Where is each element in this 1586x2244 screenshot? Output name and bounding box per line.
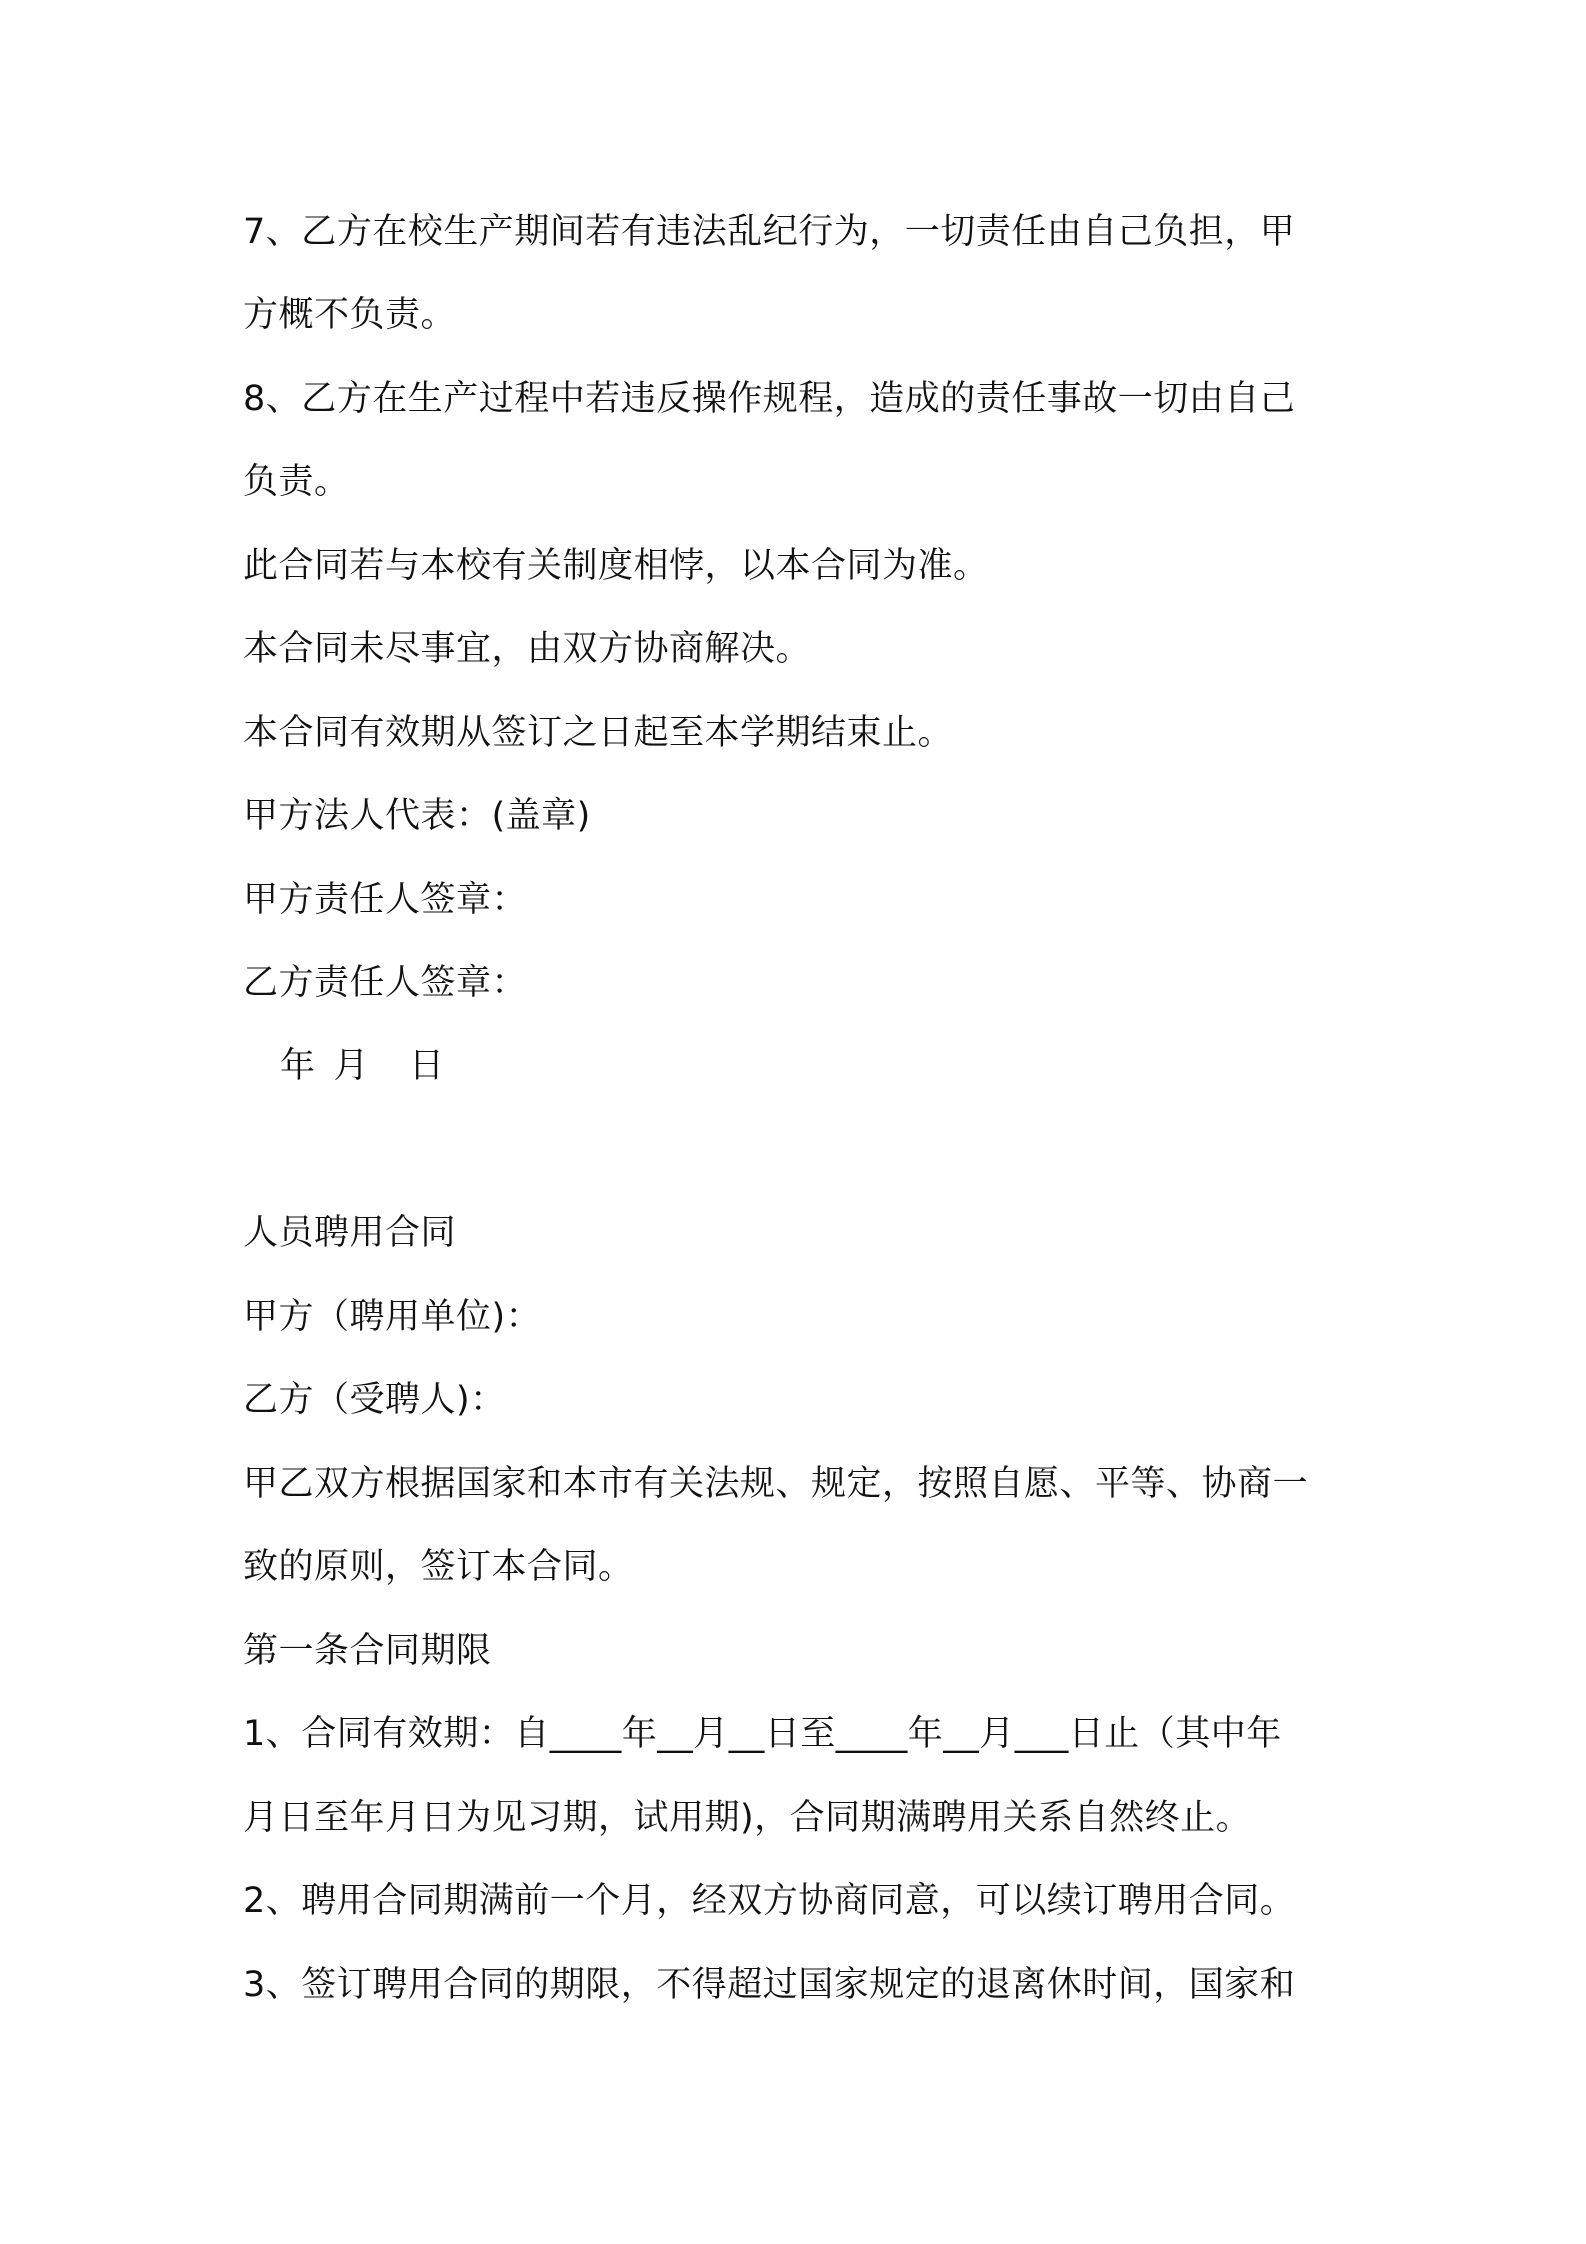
date-day: 日	[409, 1046, 445, 1086]
text-line: 月日至年月日为见习期，试用期)，合同期满聘用关系自然终止。	[243, 1798, 1252, 1838]
party-b-field: 乙方（受聘人)：	[243, 1380, 506, 1420]
section-heading: 第一条合同期限	[243, 1631, 492, 1671]
signature-line-party-a: 甲方责任人签章：	[243, 880, 528, 920]
signature-line-party-a-legal-rep: 甲方法人代表：(盖章)	[243, 796, 591, 836]
text-line: 方概不负责。	[243, 295, 457, 335]
date-line	[280, 1043, 1400, 1089]
text-line: 1、合同有效期：自____年__月__日至____年__月___日止（其中年	[243, 1714, 1282, 1754]
text-line: 此合同若与本校有关制度相悖，以本合同为准。	[243, 546, 989, 586]
date-year: 年	[280, 1046, 316, 1086]
text-line: 8、乙方在生产过程中若违反操作规程，造成的责任事故一切由自己	[243, 379, 1296, 419]
text-line: 致的原则，签订本合同。	[243, 1547, 634, 1587]
text-line: 本合同有效期从签订之日起至本学期结束止。	[243, 713, 954, 753]
party-a-field: 甲方（聘用单位)：	[243, 1297, 542, 1337]
text-line: 甲乙双方根据国家和本市有关法规、规定，按照自愿、平等、协商一	[243, 1464, 1309, 1504]
contract-title: 人员聘用合同	[243, 1213, 457, 1253]
text-line: 3、签订聘用合同的期限，不得超过国家规定的退离休时间，国家和	[243, 1965, 1296, 2005]
date-month: 月	[333, 1046, 370, 1086]
text-line: 7、乙方在校生产期间若有违法乱纪行为，一切责任由自己负担，甲	[243, 212, 1296, 252]
signature-line-party-b: 乙方责任人签章：	[243, 963, 528, 1003]
text-line: 负责。	[243, 462, 350, 502]
text-line: 2、聘用合同期满前一个月，经双方协商同意，可以续订聘用合同。	[243, 1881, 1296, 1921]
text-line: 本合同未尽事宜，由双方协商解决。	[243, 629, 812, 669]
